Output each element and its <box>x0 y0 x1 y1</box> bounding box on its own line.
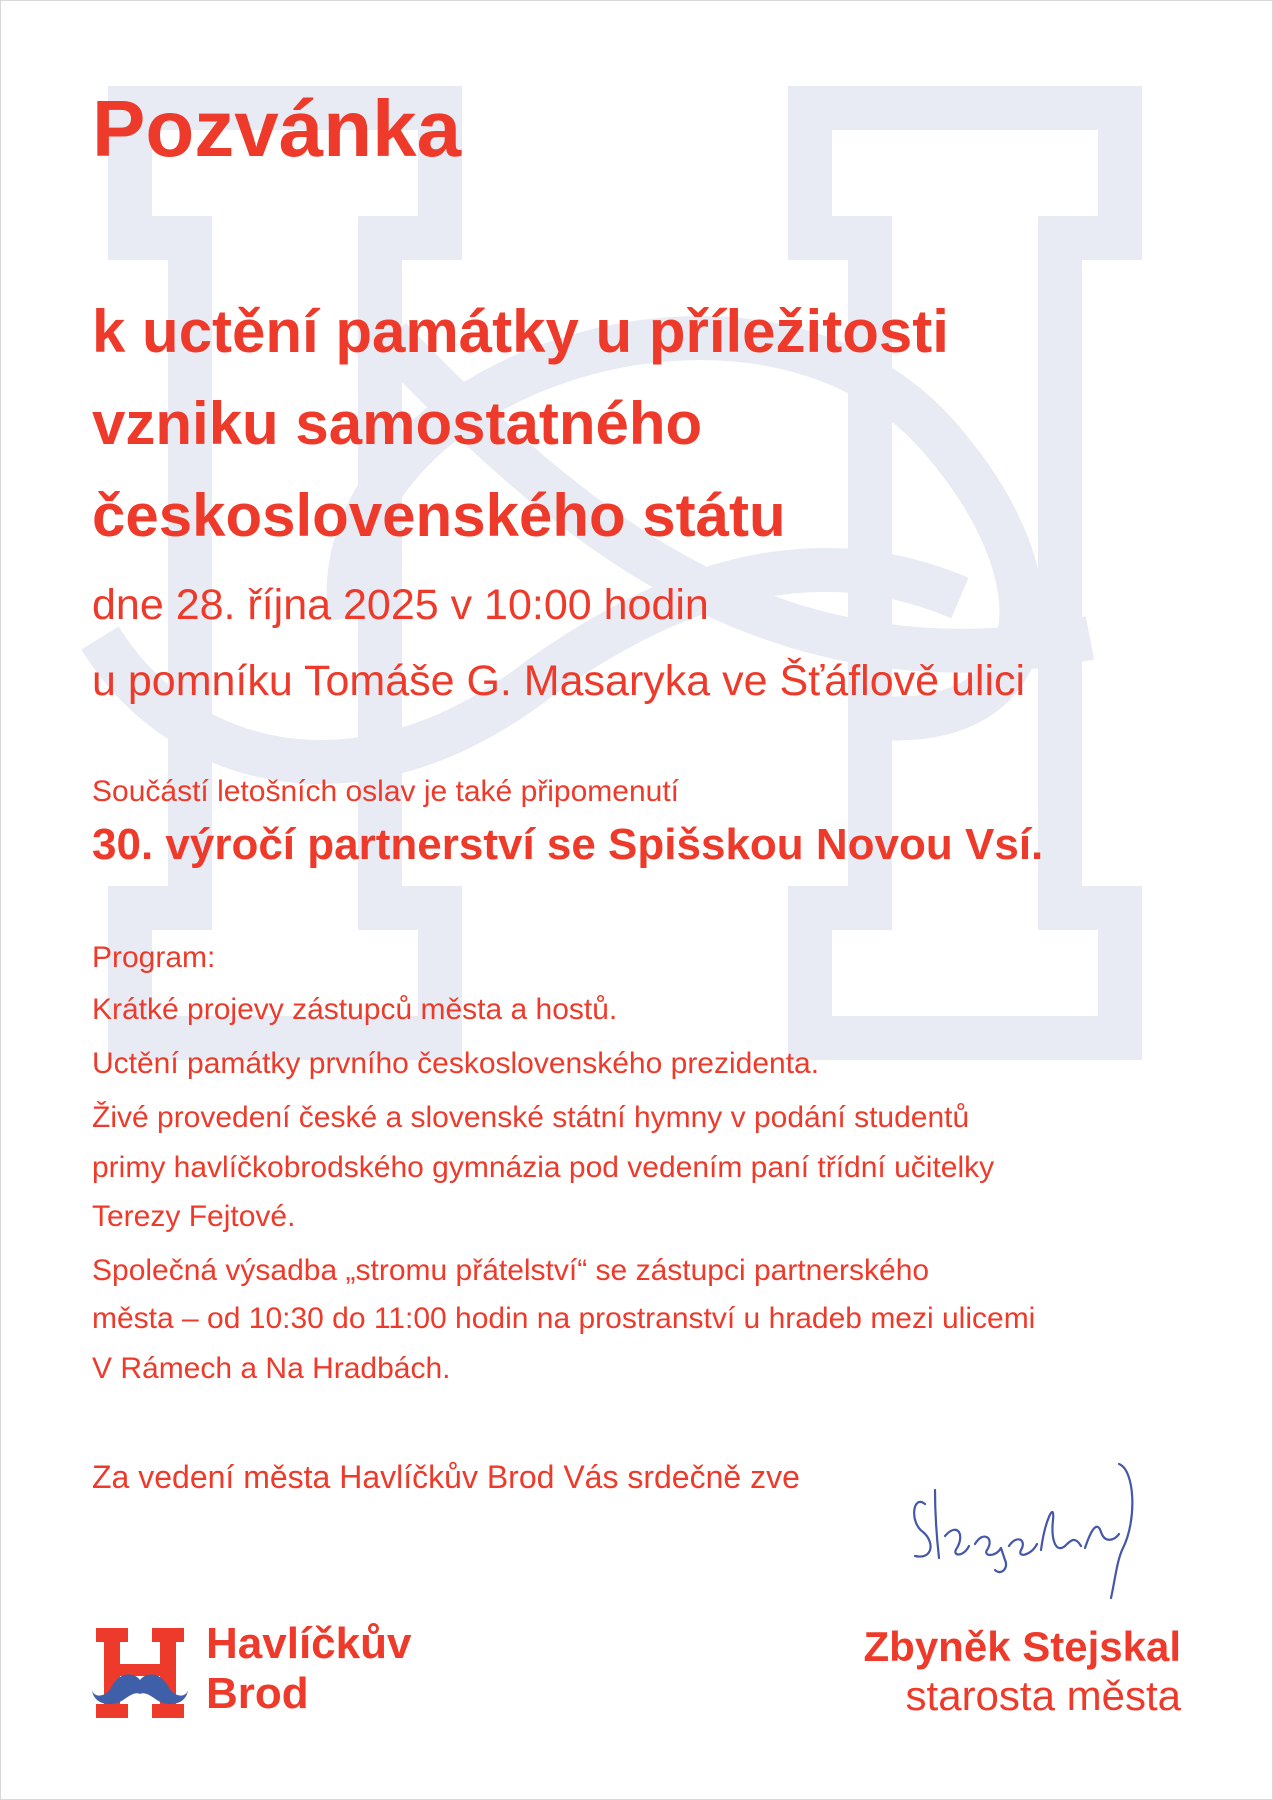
program-item-3-line-3: Terezy Fejtové. <box>92 1200 296 1233</box>
event-date: dne 28. října 2025 v 10:00 hodin <box>92 581 709 629</box>
havlickuv-brod-logo-icon <box>92 1626 188 1720</box>
logo-text-line-2: Brod <box>206 1669 309 1718</box>
program-item-1: Krátké projevy zástupců města a hostů. <box>92 993 618 1026</box>
program-item-4-line-3: V Rámech a Na Hradbách. <box>92 1352 451 1385</box>
event-place: u pomníku Tomáše G. Masaryka ve Šťáflově ulici <box>92 657 1026 705</box>
page-title: Pozvánka <box>92 84 462 173</box>
anniversary-intro: Součástí letošních oslav je také připomenutí <box>92 775 679 808</box>
subtitle-line-1: k uctění památky u příležitosti <box>92 298 949 365</box>
program-item-2: Uctění památky prvního československého prezidenta. <box>92 1047 820 1080</box>
program-item-4-line-2: města – od 10:30 do 11:00 hodin na prostranství u hradeb mezi ulicemi <box>92 1302 1036 1335</box>
subtitle-line-2: vzniku samostatného <box>92 390 703 457</box>
program-item-4-line-1: Společná výsadba „stromu přátelství“ se zástupci partnerského <box>92 1254 930 1287</box>
signatory-title: starosta města <box>905 1672 1181 1719</box>
logo-text-line-1: Havlíčkův <box>206 1619 412 1668</box>
signatory-name: Zbyněk Stejskal <box>863 1623 1181 1670</box>
program-heading: Program: <box>92 941 216 974</box>
anniversary-highlight: 30. výročí partnerství se Spišskou Novou Vsí. <box>92 820 1044 869</box>
subtitle-line-3: československého státu <box>92 482 786 549</box>
handwritten-signature-icon <box>905 1460 1155 1600</box>
invitation-text: Za vedení města Havlíčkův Brod Vás srdečně zve <box>92 1459 800 1495</box>
program-item-3-line-2: primy havlíčkobrodského gymnázia pod vedením paní třídní učitelky <box>92 1151 995 1184</box>
program-item-3-line-1: Živé provedení české a slovenské státní hymny v podání studentů <box>92 1101 970 1134</box>
